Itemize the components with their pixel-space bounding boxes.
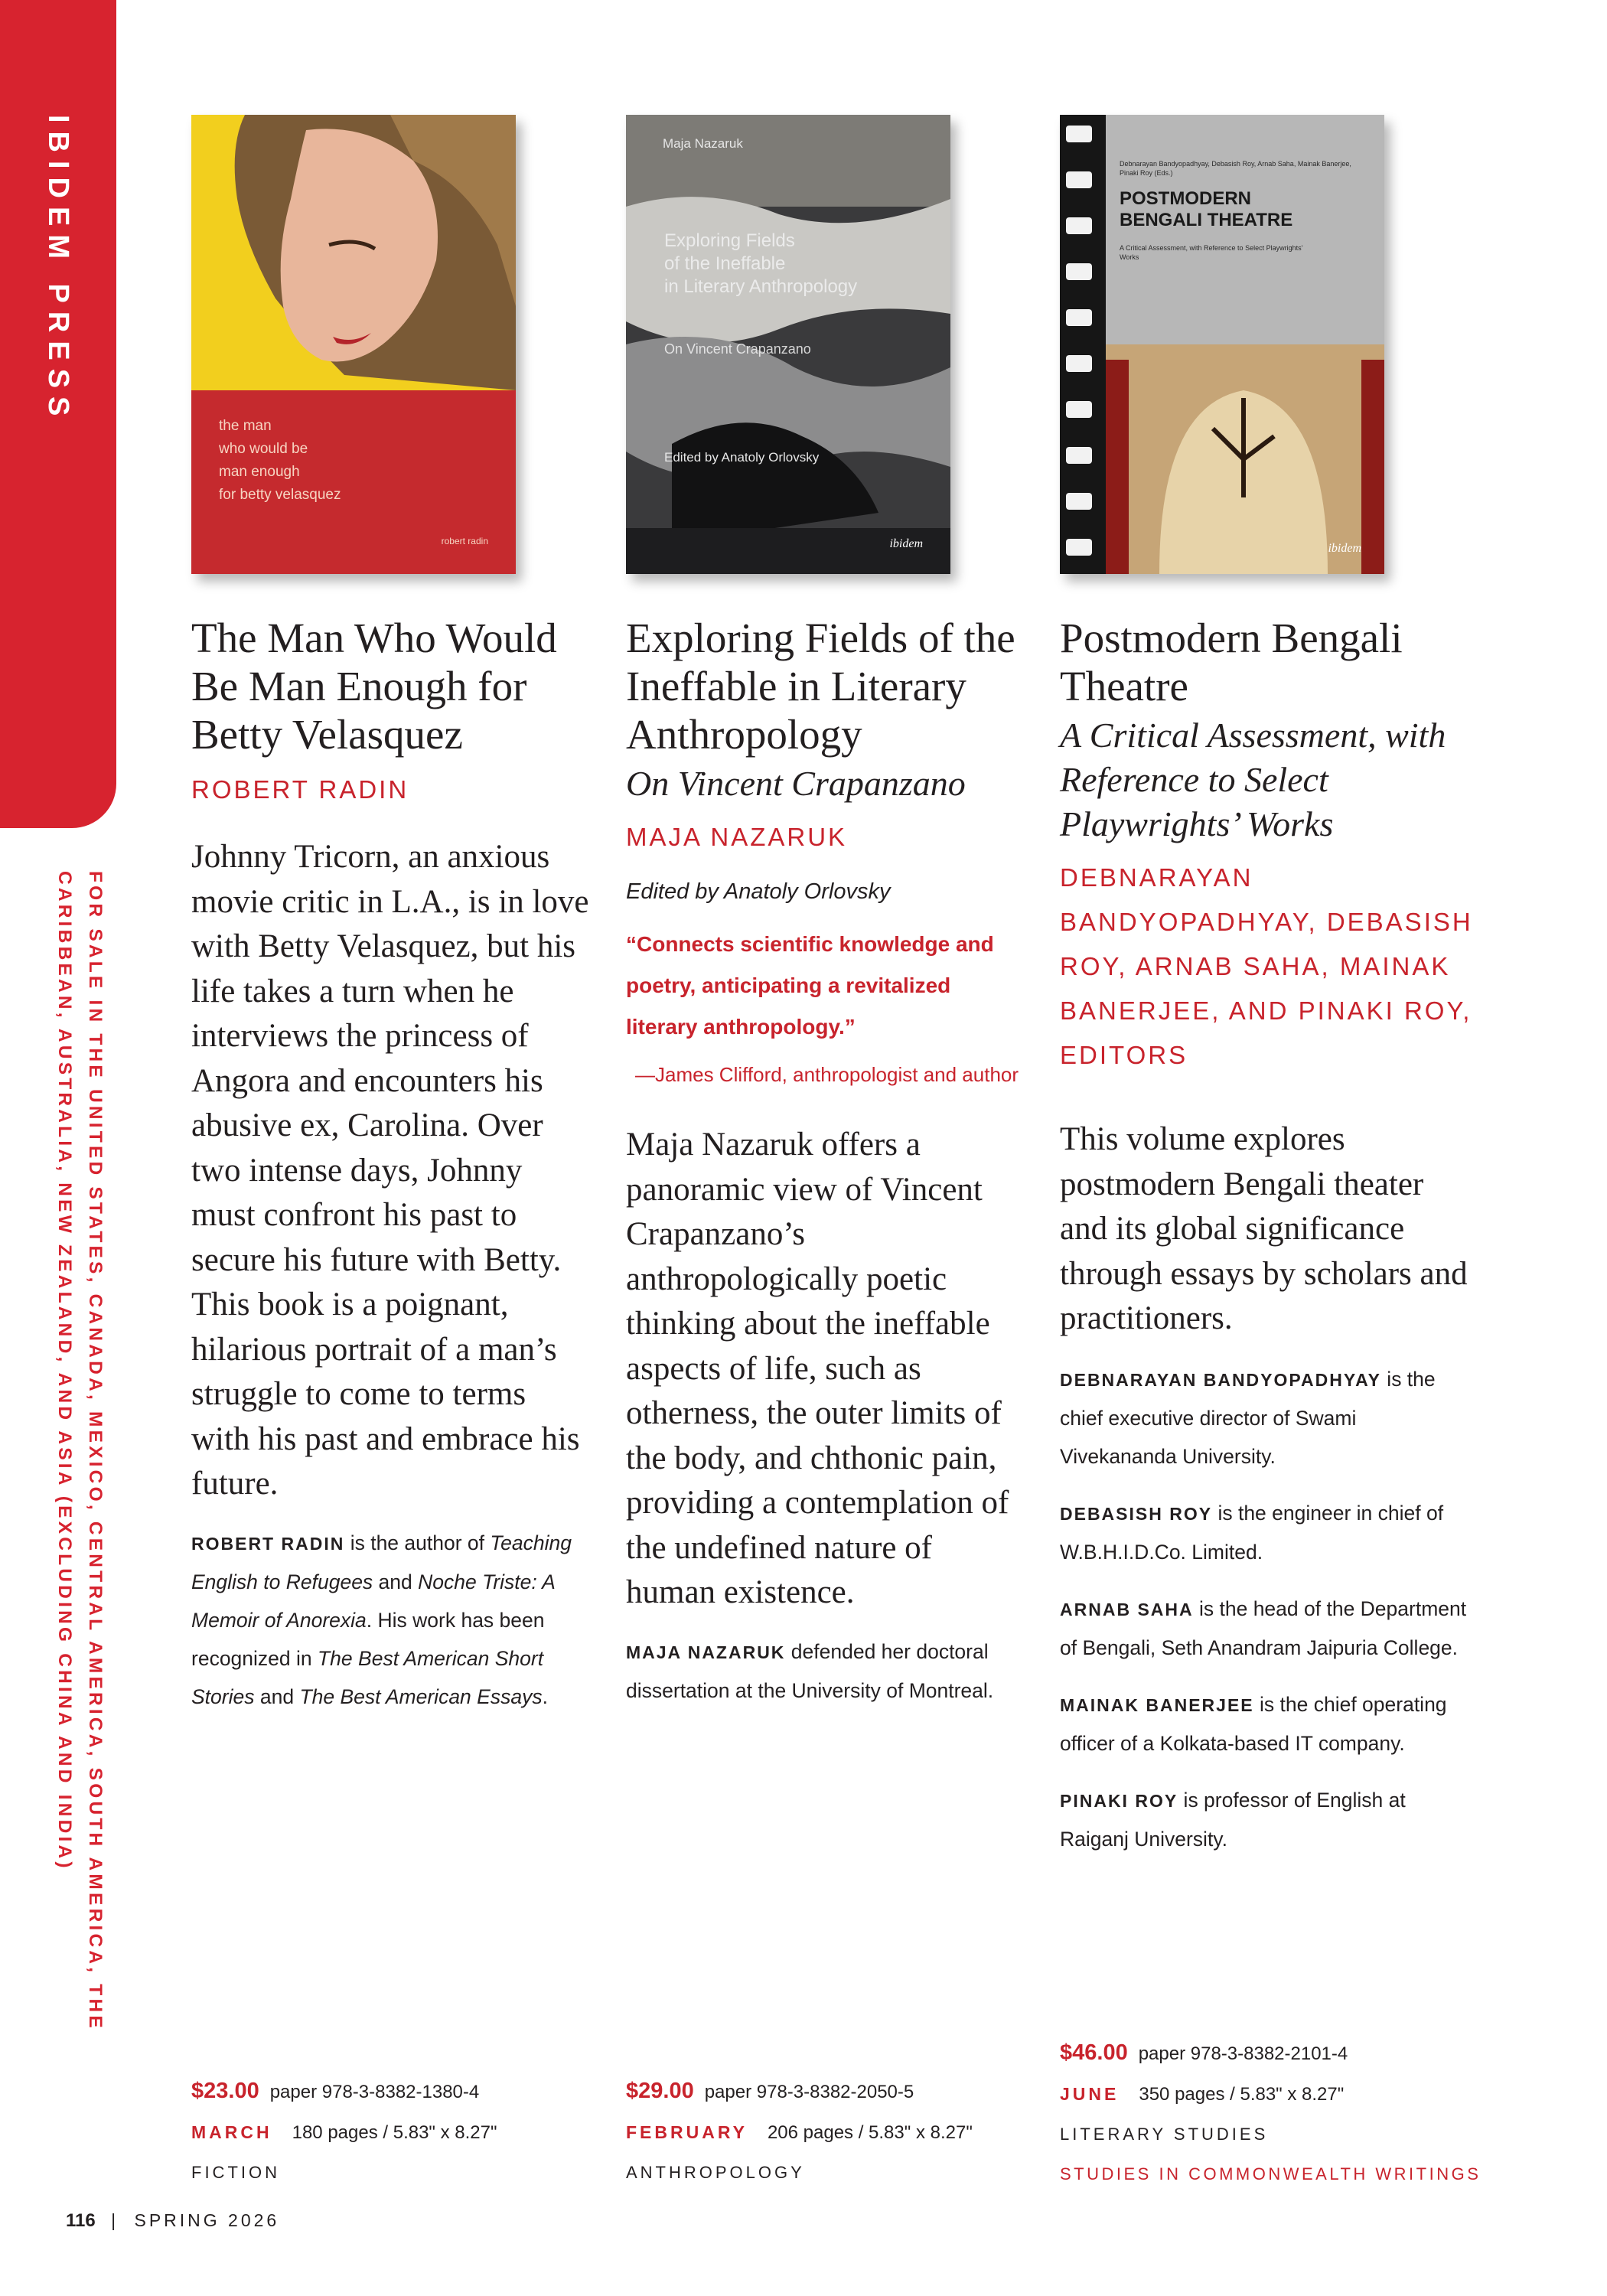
book-description: Maja Nazaruk offers a panoramic view of Vincent Crapanzano’s anthropologically poetic thinking about the ineffable aspects of life, such as otherness, the outer limits of the body, and chthonic pain, providing a contemplation of the undefined nature of human existence. — [626, 1127, 1009, 1610]
book-author: MAJA NAZARUK — [626, 823, 848, 851]
page-count: 350 pages / 5.83" x 8.27" — [1139, 2084, 1345, 2105]
release-month: FEBRUARY — [626, 2122, 748, 2142]
cover-author-text: Maja Nazaruk — [663, 136, 743, 151]
editor-bio: PINAKI ROY is professor of English at Raiganj University. — [1060, 1788, 1406, 1851]
cover-editor-text: Edited by Anatoly Orlovsky — [664, 450, 820, 465]
book-cover-1 — [191, 115, 516, 574]
editor-credit: Edited by Anatoly Orlovsky — [626, 879, 891, 904]
format-isbn: paper 978-3-8382-2101-4 — [1138, 2043, 1348, 2064]
category: ANTHROPOLOGY — [626, 2163, 805, 2182]
editor-bio: DEBASISH ROY is the engineer in chief of W.B.H.I.D.Co. Limited. — [1060, 1501, 1444, 1564]
book-description: This volume explores postmodern Bengali theater and its global significance through essays by scholars and practitioners. — [1060, 1121, 1468, 1336]
book-cover-3 — [1060, 115, 1384, 574]
editor-bio: ARNAB SAHA is the head of the Department of Bengali, Seth Anandram Jaipuria College. — [1060, 1596, 1467, 1659]
format-isbn: paper 978-3-8382-1380-4 — [269, 2082, 480, 2102]
footer-separator: | — [111, 2210, 119, 2230]
publisher-name: IBIDEM PRESS — [42, 115, 74, 425]
book-entry-3 — [1060, 115, 1473, 1858]
cover-title-text: POSTMODERN BENGALI THEATRE — [1120, 188, 1293, 230]
editor-bio: MAINAK BANERJEE is the chief operating officer of a Kolkata-based IT company. — [1060, 1692, 1447, 1755]
book-subtitle: On Vincent Crapanzano — [626, 764, 966, 803]
book-author: DEBNARAYAN BANDYOPADHYAY, DEBASISH ROY, ARNAB SAHA, MAINAK BANERJEE, AND PINAKI ROY, EDITORS — [1060, 863, 1473, 1069]
book-author: ROBERT RADIN — [191, 775, 409, 804]
price-info-1 — [191, 2071, 620, 2193]
editor-bio: DEBNARAYAN BANDYOPADHYAY is the chief executive director of Swami Vivekananda University. — [1060, 1367, 1436, 1468]
cover-title-text: Exploring Fields of the Ineffable in Literary Anthropology — [664, 230, 858, 297]
page-footer — [66, 2210, 279, 2232]
price: $46.00 — [1060, 2040, 1128, 2065]
page-count: 206 pages / 5.83" x 8.27" — [767, 2122, 973, 2143]
cover-imprint-text: ibidem — [1328, 542, 1361, 555]
page-count: 180 pages / 5.83" x 8.27" — [292, 2122, 497, 2143]
cover-editors-text: Debnarayan Bandyopadhyay, Debasish Roy, Arnab Saha, Mainak Banerjee, Pinaki Roy (Eds.) — [1120, 160, 1351, 177]
price-info-2 — [626, 2071, 1054, 2193]
season-label: SPRING 2026 — [134, 2210, 280, 2230]
category: LITERARY STUDIES — [1060, 2125, 1269, 2144]
book-cover-2 — [626, 115, 950, 574]
author-bio: MAJA NAZARUK defended her doctoral dissertation at the University of Montreal. — [626, 1639, 994, 1702]
release-month: JUNE — [1060, 2084, 1120, 2104]
author-bio: ROBERT RADIN is the author of Teaching English to Refugees and Noche Triste: A Memoir of Anorexia. His work has been recognized in The Best American Short Stories and The Best American Essays. — [191, 1531, 572, 1708]
book-title: The Man Who Would Be Man Enough for Betty Velasquez — [191, 615, 557, 758]
cover-imprint-text: ibidem — [889, 537, 923, 550]
book-entry-1 — [191, 115, 589, 1716]
price: $29.00 — [626, 2079, 694, 2103]
book-subtitle: A Critical Assessment, with Reference to Select Playwrights’ Works — [1060, 716, 1446, 843]
publisher-side-tab — [0, 0, 116, 828]
cover-author-text: robert radin — [441, 536, 488, 546]
cover-subtitle-text: On Vincent Crapanzano — [664, 341, 811, 357]
quote-attribution: —James Clifford, anthropologist and author — [635, 1063, 1019, 1086]
cover-title-text: the man who would be man enough for betty velasquez — [219, 418, 341, 503]
territory-notice: FOR SALE IN THE UNITED STATES, CANADA, MEXICO, CENTRAL AMERICA, SOUTH AMERICA, THE CARIBBEAN, AUSTRALIA, NEW ZEALAND, AND ASIA (EXCLUDING CHINA AND INDIA) — [54, 871, 106, 2031]
cover-subtitle-text: A Critical Assessment, with Reference to Select Playwrights' Works — [1120, 244, 1303, 261]
category: FICTION — [191, 2163, 280, 2182]
page-number: 116 — [66, 2210, 96, 2231]
book-title: Postmodern Bengali Theatre — [1060, 615, 1403, 709]
cover-filmstrip-image — [1060, 115, 1384, 574]
series-name: STUDIES IN COMMONWEALTH WRITINGS — [1060, 2164, 1482, 2183]
book-description: Johnny Tricorn, an anxious movie critic in L.A., is in love with Betty Velasquez, but his life takes a turn when he interviews the princess of Angora and encounters his abusive ex, Carolina. Over two intense days, Johnny must confront his past to secure his future with Betty. This book is a poignant, hilarious portrait of a man’s struggle to come to terms with his past and embrace his future. — [191, 839, 589, 1502]
release-month: MARCH — [191, 2122, 272, 2142]
format-isbn: paper 978-3-8382-2050-5 — [704, 2082, 914, 2102]
book-entry-2 — [626, 115, 1024, 1710]
editor-bios — [1060, 1360, 1473, 1858]
price-info-3 — [1060, 2033, 1488, 2194]
review-quote: “Connects scientific knowledge and poetry, anticipating a revitalized literary anthropology.” — [626, 932, 994, 1039]
book-title: Exploring Fields of the Ineffable in Literary Anthropology — [626, 615, 1015, 758]
price: $23.00 — [191, 2079, 259, 2103]
